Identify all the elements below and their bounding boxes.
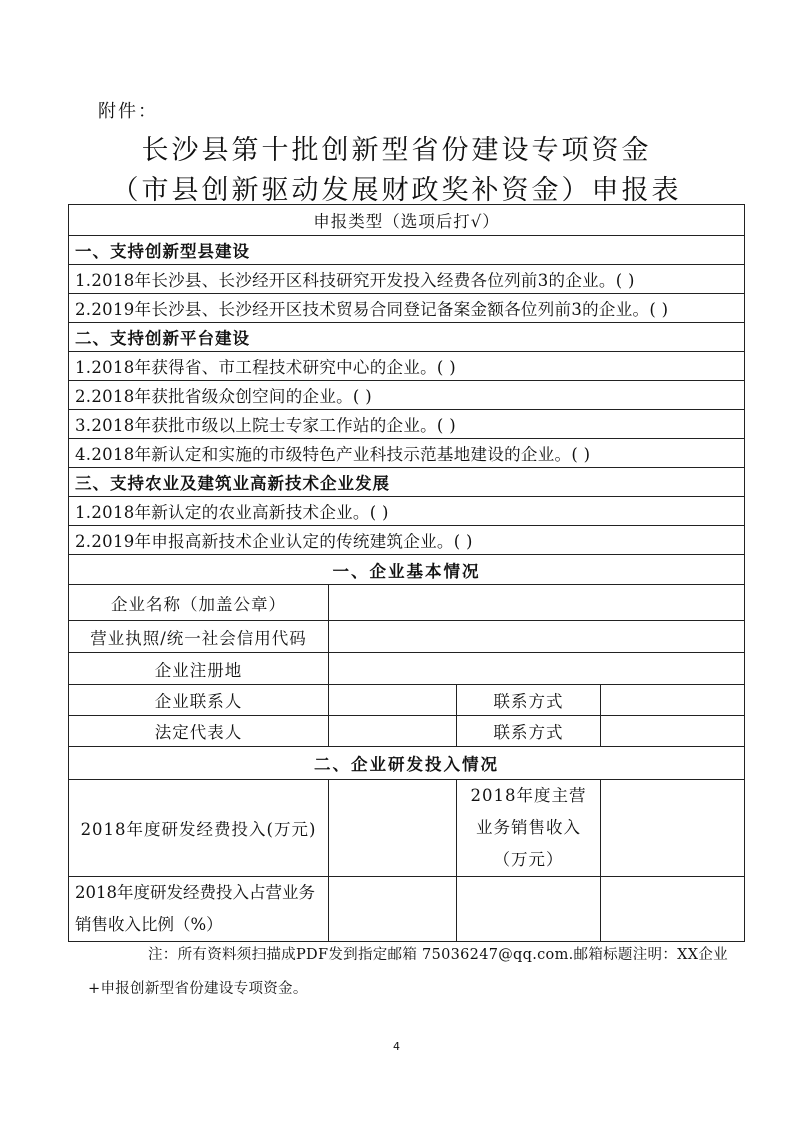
- page-number: 4: [393, 1040, 400, 1053]
- type-header-row: [69, 205, 745, 236]
- option-row[interactable]: [69, 439, 745, 468]
- option-item[interactable]: 2.2018年获批省级众创空间的企业。( ): [69, 381, 745, 410]
- attachment-label: 附件：: [98, 101, 158, 122]
- option-item[interactable]: 3.2018年获批市级以上院士专家工作站的企业。( ): [69, 410, 745, 439]
- section-heading: 三、支持农业及建筑业高新技术企业发展: [69, 468, 745, 497]
- legal-rep-row: [69, 716, 745, 747]
- section-row: [69, 323, 745, 352]
- rd-expense-label: 2018年度研发经费投入(万元): [69, 780, 329, 877]
- main-revenue-field[interactable]: [601, 780, 745, 877]
- section-row: [69, 468, 745, 497]
- page-subtitle: （市县创新驱动发展财政奖补资金）申报表: [111, 175, 682, 206]
- legal-rep-contact-field[interactable]: [601, 716, 745, 747]
- option-row[interactable]: [69, 410, 745, 439]
- page-title: 长沙县第十批创新型省份建设专项资金: [141, 135, 652, 166]
- option-item[interactable]: 2.2019年申报高新技术企业认定的传统建筑企业。( ): [69, 526, 745, 555]
- option-row[interactable]: [69, 526, 745, 555]
- license-label: 营业执照/统一社会信用代码: [69, 621, 329, 653]
- company-name-field[interactable]: [329, 585, 745, 621]
- legal-rep-field[interactable]: [329, 716, 457, 747]
- rd-ratio-label: 2018年度研发经费投入占营业务销售收入比例（%）: [69, 877, 329, 942]
- submission-note: 注：所有资料须扫描成PDF发到指定邮箱 75036247@qq.com.邮箱标题注明：XX企业+申报创新型省份建设专项资金。: [88, 947, 728, 997]
- rd-ratio-field[interactable]: [329, 877, 457, 942]
- registered-address-field[interactable]: [329, 653, 745, 685]
- section-heading: 一、支持创新型县建设: [69, 236, 745, 265]
- contact-method-field[interactable]: [601, 685, 745, 716]
- option-item[interactable]: 1.2018年获得省、市工程技术研究中心的企业。( ): [69, 352, 745, 381]
- contact-method-label: 联系方式: [457, 685, 601, 716]
- type-header: 申报类型（选项后打√）: [69, 205, 745, 236]
- company-name-label: 企业名称（加盖公章）: [69, 585, 329, 621]
- main-revenue-label: 2018年度主营业务销售收入（万元）: [457, 780, 601, 877]
- option-item[interactable]: 4.2018年新认定和实施的市级特色产业科技示范基地建设的企业。( ): [69, 439, 745, 468]
- basic-info-header-row: [69, 555, 745, 585]
- contact-person-label: 企业联系人: [69, 685, 329, 716]
- registered-address-label: 企业注册地: [69, 653, 329, 685]
- rd-expense-field[interactable]: [329, 780, 457, 877]
- option-item[interactable]: 2.2019年长沙县、长沙经开区技术贸易合同登记备案金额各位列前3的企业。( ): [69, 294, 745, 323]
- contact-person-row: [69, 685, 745, 716]
- application-form-table: [68, 204, 745, 942]
- option-row[interactable]: [69, 265, 745, 294]
- contact-person-field[interactable]: [329, 685, 457, 716]
- registered-address-row: [69, 653, 745, 685]
- option-row[interactable]: [69, 381, 745, 410]
- option-row[interactable]: [69, 352, 745, 381]
- legal-rep-contact-label: 联系方式: [457, 716, 601, 747]
- option-item[interactable]: 1.2018年长沙县、长沙经开区科技研究开发投入经费各位列前3的企业。( ): [69, 265, 745, 294]
- rd-ratio-row: [69, 877, 745, 942]
- section-row: [69, 236, 745, 265]
- rd-info-header-row: [69, 747, 745, 780]
- rd-ratio-blank-b[interactable]: [601, 877, 745, 942]
- rd-ratio-blank-a[interactable]: [457, 877, 601, 942]
- option-row[interactable]: [69, 497, 745, 526]
- rd-expense-row: [69, 780, 745, 877]
- license-row: [69, 621, 745, 653]
- basic-info-heading: 一、企业基本情况: [69, 555, 745, 585]
- company-name-row: [69, 585, 745, 621]
- legal-rep-label: 法定代表人: [69, 716, 329, 747]
- license-field[interactable]: [329, 621, 745, 653]
- option-row[interactable]: [69, 294, 745, 323]
- section-heading: 二、支持创新平台建设: [69, 323, 745, 352]
- option-item[interactable]: 1.2018年新认定的农业高新技术企业。( ): [69, 497, 745, 526]
- rd-info-heading: 二、企业研发投入情况: [69, 747, 745, 780]
